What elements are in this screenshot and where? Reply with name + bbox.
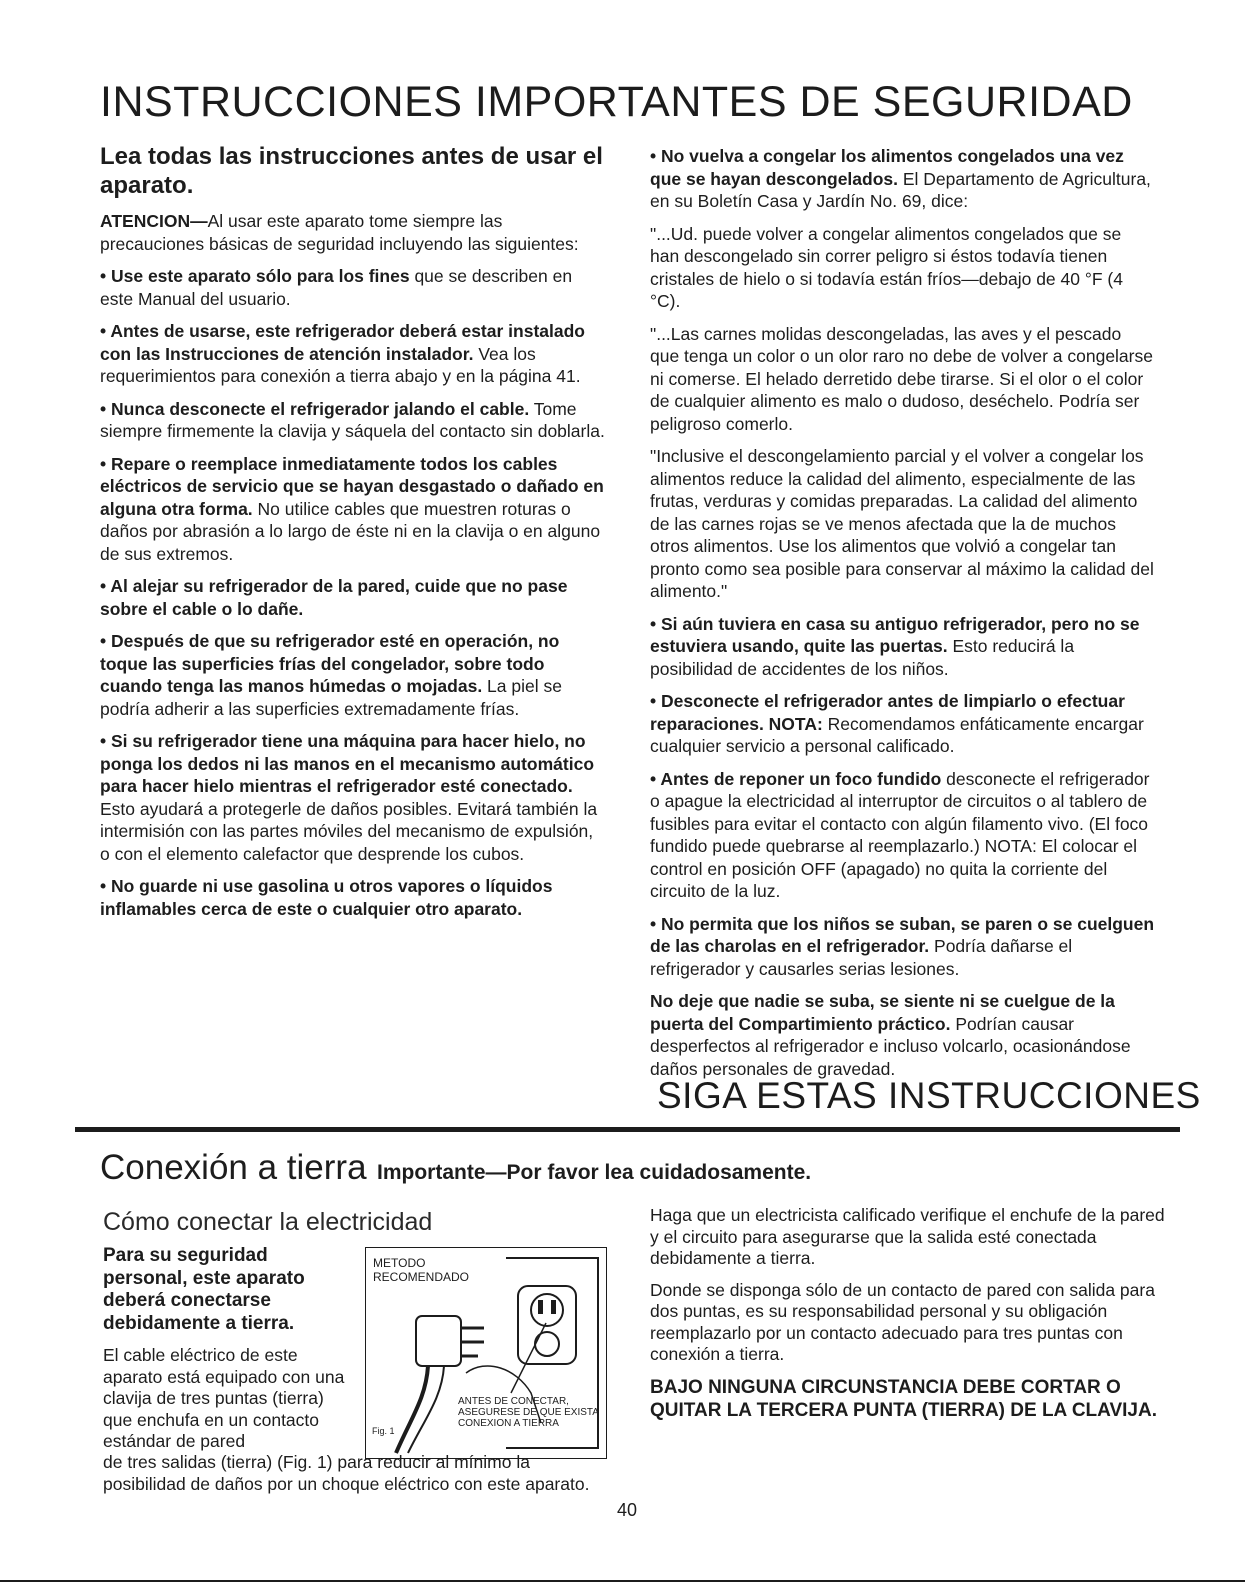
safety-item [100, 398, 605, 443]
safety-item-bold: • Repare o reemplace inmediatamente todos los cables eléctricos de servicio que se hayan desgastado o dañado en alguna otra forma. [100, 453, 604, 519]
figure-warning: ANTES DE CONECTAR, ASEGURESE DE QUE EXISTA CONEXION A TIERRA [458, 1396, 599, 1429]
follow-instructions-heading: SIGA ESTAS INSTRUCCIONES [657, 1075, 1201, 1116]
safety-item-bold: • No guarde ni use gasolina u otros vapores o líquidos inflamables cerca de este o cualquier otro aparato. [100, 876, 553, 919]
safety-item [100, 265, 605, 310]
safety-item [100, 730, 605, 865]
left-column [100, 142, 605, 930]
safety-item-text: Tome siempre firmemente la clavija y sáquela del contacto sin doblarla. [100, 398, 605, 441]
safety-item [650, 913, 1155, 981]
three-prong-plug [416, 1316, 461, 1366]
grounding-title: Conexión a tierra [100, 1148, 367, 1187]
safety-item-bold: • No permita que los niños se suban, se paren o se cuelguen de las charolas en el refrigerador. [650, 913, 1155, 956]
lead-heading: Lea todas las instrucciones antes de usar el aparato. [100, 143, 603, 199]
two-prong-paragraph: Donde se disponga sólo de un contacto de pared con salida para dos puntas, es su responsabilidad personal y su obligación reemplazarlo por un contacto adecuado para tres puntas con conexión a tierra. [650, 1279, 1155, 1364]
figure-number: Fig. 1 [372, 1426, 395, 1436]
safety-item [100, 320, 605, 388]
safety-item-bold: • Si aún tuviera en casa su antiguo refrigerador, pero no se estuviera usando, quite las puertas. [650, 613, 1140, 656]
safety-item-text: que se describen en este Manual del usuario. [100, 266, 573, 309]
safety-item-text: No utilice cables que muestren roturas o daños por abrasión a lo largo de éste ni en la clavija o en alguno de sus extremos. [100, 498, 601, 564]
safety-item [650, 768, 1155, 903]
safety-item-text: Esto ayudará a protegerle de daños posibles. Evitará también la intermisión con las partes móviles del mecanismo de expulsión, o con el elemento calefactor que desprende los cubos. [100, 798, 598, 864]
electrician-paragraph: Haga que un electricista calificado verifique el enchufe de la pared y el circuito para asegurarse que la salida esté conectada debidamente a tierra. [650, 1205, 1165, 1268]
right-column [650, 145, 1155, 1090]
quote-text: "...Las carnes molidas descongeladas, las aves y el pescado que tenga un color o un olor raro no debe de volver a congelarse ni comerse. El helado derretido debe tirarse. Si el olor o el color de cualquier alimento es malo o dudoso, deséchelo. Podría ser peligroso comerlo. [650, 323, 1153, 434]
safety-item-bold: • Al alejar su refrigerador de la pared, cuide que no pase sobre el cable o lo dañe. [100, 576, 568, 619]
personal-safety-note: Para su seguridad personal, este aparato deberá conectarse debidamente a tierra. [103, 1245, 305, 1334]
safety-item-bold: • Nunca desconecte el refrigerador jalando el cable. [100, 398, 530, 419]
power-cord [396, 1366, 428, 1453]
grounding-heading [100, 1148, 811, 1188]
safety-item-text: Recomendamos enfáticamente encargar cualquier servicio a personal calificado. [650, 713, 1144, 756]
safety-item-bold: • No vuelva a congelar los alimentos congelados una vez que se hayan descongelados. [650, 146, 1124, 189]
safety-item [650, 990, 1155, 1080]
third-prong-warning: BAJO NINGUNA CIRCUNSTANCIA DEBE CORTAR O QUITAR LA TERCERA PUNTA (TIERRA) DE LA CLAVIJA. [650, 1376, 1157, 1421]
pointer-line [511, 1323, 546, 1393]
safety-item-bold: • Si su refrigerador tiene una máquina para hacer hielo, no ponga los dedos ni las manos en el mecanismo automático para hacer hielo mientras el refrigerador esté conectado. [100, 731, 595, 796]
outlet-socket [535, 1332, 559, 1356]
attention-paragraph [100, 210, 605, 255]
safety-item-bold: • Desconecte el refrigerador antes de limpiarlo o efectuar reparaciones. NOTA: [650, 691, 1125, 734]
how-to-connect-heading: Cómo conectar la electricidad [103, 1208, 433, 1236]
outlet-slot [551, 1300, 556, 1314]
outlet-socket [531, 1294, 563, 1326]
quote-paragraph [650, 445, 1155, 603]
safety-item-text: desconecte el refrigerador o apague la electricidad al interruptor de circuitos o al tablero de fusibles para evitar el contacto con algún filamento vivo. (El foco fundido puede quebrarse al reemplazarlo.) NOTA: El colocar el control en posición OFF (apagado) no quita la corriente del circuito de la luz. [650, 768, 1150, 901]
safety-item-bold: • Después de que su refrigerador esté en operación, no toque las superficies frías del congelador, sobre todo cuando tenga las manos húmedas o mojadas. [100, 631, 560, 696]
cable-description-continued: de tres salidas (tierra) (Fig. 1) para reducir al mínimo la posibilidad de daños por un choque eléctrico con este aparato. [103, 1452, 590, 1494]
safety-item-bold: • Antes de usarse, este refrigerador deberá estar instalado con las Instrucciones de atención instalador. [100, 321, 585, 364]
quote-text: "...Ud. puede volver a congelar alimentos congelados que se han descongelado sin correr peligro si éstos todavía tienen cristales de hielo o si todavía están fríos—debajo de 40 °F (4 °C). [650, 223, 1123, 311]
safety-item [650, 613, 1155, 681]
safety-item-bold: • Antes de reponer un foco fundido [650, 768, 942, 789]
page-title: INSTRUCCIONES IMPORTANTES DE SEGURIDAD [100, 78, 1133, 126]
page-number: 40 [617, 1500, 638, 1520]
quote-paragraph [650, 223, 1155, 313]
grounding-right-column [650, 1205, 1165, 1432]
safety-item-text: Esto reducirá la posibilidad de accidentes de los niños. [650, 636, 1075, 679]
bottom-border [0, 1580, 1245, 1582]
safety-item [100, 630, 605, 720]
attention-label: ATENCION— [100, 211, 208, 231]
section-divider [75, 1127, 1180, 1132]
safety-item [100, 453, 605, 566]
safety-item-text: Podría dañarse el refrigerador y causarles serias lesiones. [650, 936, 1073, 979]
safety-item-bold: • Use este aparato sólo para los fines [100, 266, 410, 286]
figure-label: METODO RECOMENDADO [373, 1256, 470, 1284]
cable-description: El cable eléctrico de este aparato está equipado con una clavija de tres puntas (tierra) que enchufa en un contacto estándar de pared [103, 1345, 345, 1451]
attention-text: Al usar este aparato tome siempre las precauciones básicas de seguridad incluyendo las siguientes: [100, 211, 579, 254]
quote-paragraph [650, 323, 1155, 436]
safety-item-bold: No deje que nadie se suba, se siente ni se cuelgue de la puerta del Compartimiento práctico. [650, 991, 1115, 1034]
safety-item-text: Podrían causar desperfectos al refrigerador e incluso volcarlo, ocasionándose daños personales de gravedad. [650, 1013, 1131, 1079]
safety-item-text: Vea los requerimientos para conexión a tierra abajo y en la página 41. [100, 343, 581, 386]
grounding-subtitle: Importante—Por favor lea cuidadosamente. [377, 1161, 812, 1184]
grounding-figure [365, 1247, 607, 1459]
safety-item [100, 875, 605, 920]
safety-item [650, 145, 1155, 213]
outlet-slot [538, 1300, 543, 1314]
safety-item [650, 690, 1155, 758]
quote-text: "Inclusive el descongelamiento parcial y el volver a congelar los alimentos reduce la calidad del alimento, especialmente de las frutas, verduras y comidas preparadas. La calidad del alimento de las carnes rojas se ve menos afectada que la de muchos otros alimentos. Use los alimentos que volvió a congelar tan pronto como sea posible para conservar al máximo la calidad del alimento." [650, 446, 1154, 601]
safety-item-text: La piel se podría adherir a las superficies extremadamente frías. [100, 676, 562, 719]
safety-item-text: El Departamento de Agricultura, en su Boletín Casa y Jardín No. 69, dice: [650, 168, 1151, 211]
safety-item [100, 575, 605, 620]
